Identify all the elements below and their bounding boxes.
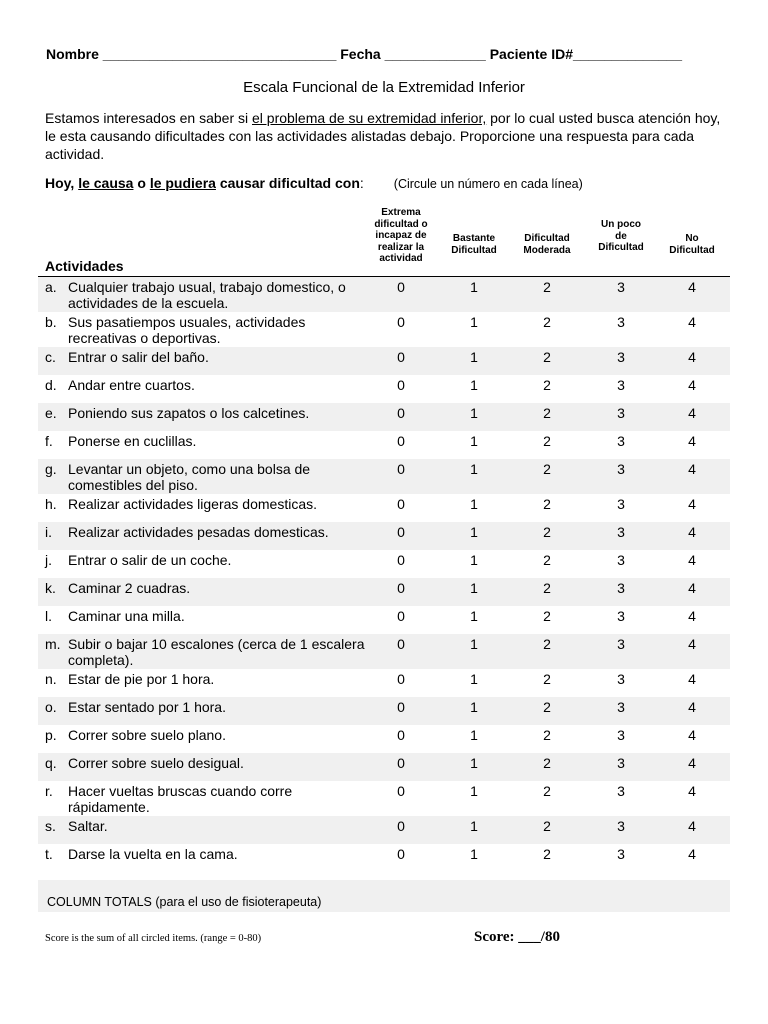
row-letter: q.: [45, 755, 57, 771]
rating-option-2[interactable]: 2: [543, 496, 551, 512]
rating-option-3[interactable]: 3: [617, 580, 625, 596]
rating-option-0[interactable]: 0: [397, 524, 405, 540]
table-row: [38, 781, 730, 816]
rating-option-3[interactable]: 3: [617, 727, 625, 743]
activity-text: Sus pasatiempos usuales, actividades recreativas o deportivas.: [68, 314, 306, 346]
rating-option-3[interactable]: 3: [617, 405, 625, 421]
row-letter: s.: [45, 818, 56, 834]
activity-text: Subir o bajar 10 escalones (cerca de 1 escalera completa).: [68, 636, 365, 668]
rating-option-4[interactable]: 4: [688, 314, 696, 330]
column-header-line: incapaz de: [375, 230, 427, 241]
rating-option-3[interactable]: 3: [617, 699, 625, 715]
rating-option-1[interactable]: 1: [470, 699, 478, 715]
column-header-1: [434, 233, 514, 256]
row-letter: n.: [45, 671, 57, 687]
row-letter: t.: [45, 846, 53, 862]
column-header-line: Un poco: [601, 219, 641, 230]
rating-option-3[interactable]: 3: [617, 279, 625, 295]
rating-option-1[interactable]: 1: [470, 552, 478, 568]
rating-option-0[interactable]: 0: [397, 783, 405, 799]
rating-option-2[interactable]: 2: [543, 377, 551, 393]
rating-option-2[interactable]: 2: [543, 524, 551, 540]
rating-option-2[interactable]: 2: [543, 279, 551, 295]
row-letter: b.: [45, 314, 57, 330]
column-header-0: [361, 207, 441, 265]
rating-option-2[interactable]: 2: [543, 727, 551, 743]
activity-text: Estar de pie por 1 hora.: [68, 671, 215, 687]
row-letter: o.: [45, 699, 57, 715]
rating-option-0[interactable]: 0: [397, 755, 405, 771]
rating-option-1[interactable]: 1: [470, 524, 478, 540]
column-totals-row: [38, 880, 730, 912]
rating-option-1[interactable]: 1: [470, 671, 478, 687]
rating-option-4[interactable]: 4: [688, 405, 696, 421]
activity-text: Poniendo sus zapatos o los calcetines.: [68, 405, 310, 421]
rating-option-2[interactable]: 2: [543, 552, 551, 568]
rating-option-4[interactable]: 4: [688, 377, 696, 393]
rating-option-0[interactable]: 0: [397, 405, 405, 421]
rating-option-2[interactable]: 2: [543, 755, 551, 771]
rating-option-2[interactable]: 2: [543, 671, 551, 687]
rating-option-0[interactable]: 0: [397, 314, 405, 330]
rating-option-4[interactable]: 4: [688, 699, 696, 715]
rating-option-3[interactable]: 3: [617, 524, 625, 540]
column-header-line: Extrema: [381, 207, 421, 218]
rating-option-0[interactable]: 0: [397, 377, 405, 393]
rating-option-0[interactable]: 0: [397, 671, 405, 687]
column-header-line: No: [685, 233, 699, 244]
rating-option-2[interactable]: 2: [543, 349, 551, 365]
rating-option-4[interactable]: 4: [688, 818, 696, 834]
rating-option-0[interactable]: 0: [397, 433, 405, 449]
rating-option-4[interactable]: 4: [688, 461, 696, 477]
rating-option-0[interactable]: 0: [397, 496, 405, 512]
rating-option-0[interactable]: 0: [397, 727, 405, 743]
row-letter: m.: [45, 636, 61, 652]
rating-option-3[interactable]: 3: [617, 783, 625, 799]
rating-option-4[interactable]: 4: [688, 349, 696, 365]
activity-text: Correr sobre suelo desigual.: [68, 755, 244, 771]
column-header-line: Dificultad: [598, 242, 644, 253]
activity-text: Correr sobre suelo plano.: [68, 727, 226, 743]
rating-option-3[interactable]: 3: [617, 552, 625, 568]
rating-option-1[interactable]: 1: [470, 727, 478, 743]
prompt-instruction: (Circule un número en cada línea): [393, 177, 583, 191]
column-header-line: realizar la: [377, 241, 425, 253]
rating-option-0[interactable]: 0: [397, 552, 405, 568]
column-header-line: dificultad o: [374, 218, 428, 230]
rating-option-4[interactable]: 4: [688, 727, 696, 743]
rating-option-3[interactable]: 3: [617, 608, 625, 624]
table-row: [38, 578, 730, 606]
activity-text: Cualquier trabajo usual, trabajo domestico, o actividades de la escuela.: [68, 279, 346, 311]
column-header-line: Dificultad: [524, 233, 570, 244]
rating-option-1[interactable]: 1: [470, 279, 478, 295]
rating-option-1[interactable]: 1: [470, 377, 478, 393]
rating-option-4[interactable]: 4: [688, 755, 696, 771]
activity-text: Entrar o salir de un coche.: [68, 552, 232, 568]
intro-paragraph: [45, 109, 735, 163]
rating-option-0[interactable]: 0: [397, 608, 405, 624]
question-prompt: [45, 175, 583, 191]
table-row: [38, 347, 730, 375]
column-totals-label: COLUMN TOTALS (para el uso de fisioterapeuta): [47, 895, 322, 909]
rating-option-0[interactable]: 0: [397, 818, 405, 834]
rating-option-3[interactable]: 3: [617, 818, 625, 834]
intro-underlined: el problema de su extremidad inferior,: [252, 110, 487, 126]
rating-option-4[interactable]: 4: [688, 846, 696, 862]
rating-option-0[interactable]: 0: [397, 349, 405, 365]
activity-text: Realizar actividades pesadas domesticas.: [68, 524, 329, 540]
rating-option-2[interactable]: 2: [543, 608, 551, 624]
rating-option-4[interactable]: 4: [688, 552, 696, 568]
column-header-line: de: [615, 230, 627, 242]
rating-option-1[interactable]: 1: [470, 461, 478, 477]
activities-table: [38, 277, 730, 872]
activity-text: Levantar un objeto, como una bolsa de comestibles del piso.: [68, 461, 311, 493]
rating-option-0[interactable]: 0: [397, 846, 405, 862]
rating-option-0[interactable]: 0: [397, 461, 405, 477]
intro-text-1: Estamos interesados en saber si: [45, 110, 252, 126]
row-letter: j.: [45, 552, 52, 568]
rating-option-1[interactable]: 1: [470, 349, 478, 365]
rating-option-1[interactable]: 1: [470, 636, 478, 652]
table-row: [38, 312, 730, 347]
table-row: [38, 431, 730, 459]
rating-option-3[interactable]: 3: [617, 349, 625, 365]
column-header-2: [507, 233, 587, 256]
table-row: [38, 522, 730, 550]
rating-option-1[interactable]: 1: [470, 783, 478, 799]
rating-option-0[interactable]: 0: [397, 580, 405, 596]
table-row: [38, 725, 730, 753]
rating-option-3[interactable]: 3: [617, 671, 625, 687]
prompt-part-3: causar dificultad con: [215, 175, 360, 191]
rating-option-2[interactable]: 2: [543, 461, 551, 477]
rating-option-4[interactable]: 4: [688, 524, 696, 540]
column-header-3: [581, 219, 661, 254]
rating-option-4[interactable]: 4: [688, 783, 696, 799]
column-header-line: Dificultad: [669, 244, 715, 256]
row-letter: d.: [45, 377, 57, 393]
activity-text: Caminar 2 cuadras.: [68, 580, 191, 596]
activity-text: Caminar una milla.: [68, 608, 185, 624]
rating-option-3[interactable]: 3: [617, 496, 625, 512]
rating-option-0[interactable]: 0: [397, 279, 405, 295]
row-letter: k.: [45, 580, 56, 596]
rating-option-3[interactable]: 3: [617, 433, 625, 449]
rating-option-3[interactable]: 3: [617, 755, 625, 771]
table-row: [38, 459, 730, 494]
activity-text: Saltar.: [68, 818, 108, 834]
activity-text: Realizar actividades ligeras domesticas.: [68, 496, 317, 512]
score-field: Score: ___/80: [474, 929, 560, 945]
table-row: [38, 634, 730, 669]
rating-option-4[interactable]: 4: [688, 496, 696, 512]
rating-option-4[interactable]: 4: [688, 636, 696, 652]
table-row: [38, 753, 730, 781]
table-row: [38, 669, 730, 697]
activity-text: Ponerse en cuclillas.: [68, 433, 197, 449]
prompt-colon: :: [359, 175, 364, 191]
rating-option-0[interactable]: 0: [397, 699, 405, 715]
row-letter: a.: [45, 279, 57, 295]
row-letter: r.: [45, 783, 53, 799]
rating-option-2[interactable]: 2: [543, 783, 551, 799]
rating-option-0[interactable]: 0: [397, 636, 405, 652]
rating-option-1[interactable]: 1: [470, 314, 478, 330]
prompt-part-1: Hoy,: [45, 175, 79, 191]
form-header: Nombre ______________________________ Fecha _____________ Paciente ID#______________: [46, 46, 682, 62]
row-letter: f.: [45, 433, 53, 449]
rating-option-1[interactable]: 1: [470, 755, 478, 771]
rating-option-2[interactable]: 2: [543, 846, 551, 862]
score-footnote: Score is the sum of all circled items. (range = 0-80): [45, 933, 262, 944]
activity-text: Darse la vuelta en la cama.: [68, 846, 238, 862]
table-row: [38, 697, 730, 725]
rating-option-3[interactable]: 3: [617, 846, 625, 862]
table-row: [38, 403, 730, 431]
activity-text: Entrar o salir del baño.: [68, 349, 209, 365]
activities-header: Actividades: [45, 258, 124, 274]
rating-option-4[interactable]: 4: [688, 433, 696, 449]
column-header-line: Bastante: [452, 233, 496, 244]
table-row: [38, 606, 730, 634]
rating-option-4[interactable]: 4: [688, 608, 696, 624]
rating-option-1[interactable]: 1: [470, 818, 478, 834]
row-letter: l.: [45, 608, 52, 624]
column-header-line: Moderada: [523, 244, 571, 256]
table-row: [38, 816, 730, 844]
prompt-part-2: o: [133, 175, 150, 191]
rating-option-2[interactable]: 2: [543, 405, 551, 421]
rating-option-3[interactable]: 3: [617, 314, 625, 330]
rating-option-1[interactable]: 1: [470, 405, 478, 421]
rating-option-4[interactable]: 4: [688, 279, 696, 295]
table-row: [38, 550, 730, 578]
activity-text: Hacer vueltas bruscas cuando corre rápidamente.: [68, 783, 293, 815]
rating-option-2[interactable]: 2: [543, 580, 551, 596]
rating-option-1[interactable]: 1: [470, 496, 478, 512]
rating-option-2[interactable]: 2: [543, 818, 551, 834]
rating-option-2[interactable]: 2: [543, 314, 551, 330]
column-header-4: [652, 233, 732, 256]
rating-option-1[interactable]: 1: [470, 433, 478, 449]
table-row: [38, 277, 730, 312]
rating-option-1[interactable]: 1: [470, 846, 478, 862]
column-header-line: Dificultad: [451, 244, 497, 256]
prompt-underline-2: le pudiera: [149, 175, 216, 191]
rating-option-2[interactable]: 2: [543, 433, 551, 449]
intro-text-2: por lo cual usted busca atención hoy, le esta causando dificultades con las actividades alistadas debajo. Proporcione una respuesta para cada actividad.: [45, 110, 721, 162]
table-row: [38, 844, 730, 872]
rating-option-4[interactable]: 4: [688, 580, 696, 596]
rating-option-2[interactable]: 2: [543, 636, 551, 652]
row-letter: g.: [45, 461, 57, 477]
row-letter: i.: [45, 524, 52, 540]
row-letter: h.: [45, 496, 57, 512]
rating-option-3[interactable]: 3: [617, 461, 625, 477]
table-row: [38, 494, 730, 522]
rating-option-3[interactable]: 3: [617, 636, 625, 652]
table-row: [38, 375, 730, 403]
rating-option-1[interactable]: 1: [470, 608, 478, 624]
rating-option-1[interactable]: 1: [470, 580, 478, 596]
form-title: Escala Funcional de la Extremidad Inferior: [243, 79, 525, 96]
rating-option-2[interactable]: 2: [543, 699, 551, 715]
prompt-underline-1: le causa: [78, 175, 134, 191]
rating-option-3[interactable]: 3: [617, 377, 625, 393]
activity-text: Andar entre cuartos.: [68, 377, 195, 393]
column-header-line: actividad: [379, 253, 423, 264]
row-letter: p.: [45, 727, 57, 743]
row-letter: c.: [45, 349, 56, 365]
activity-text: Estar sentado por 1 hora.: [68, 699, 226, 715]
row-letter: e.: [45, 405, 57, 421]
rating-option-4[interactable]: 4: [688, 671, 696, 687]
